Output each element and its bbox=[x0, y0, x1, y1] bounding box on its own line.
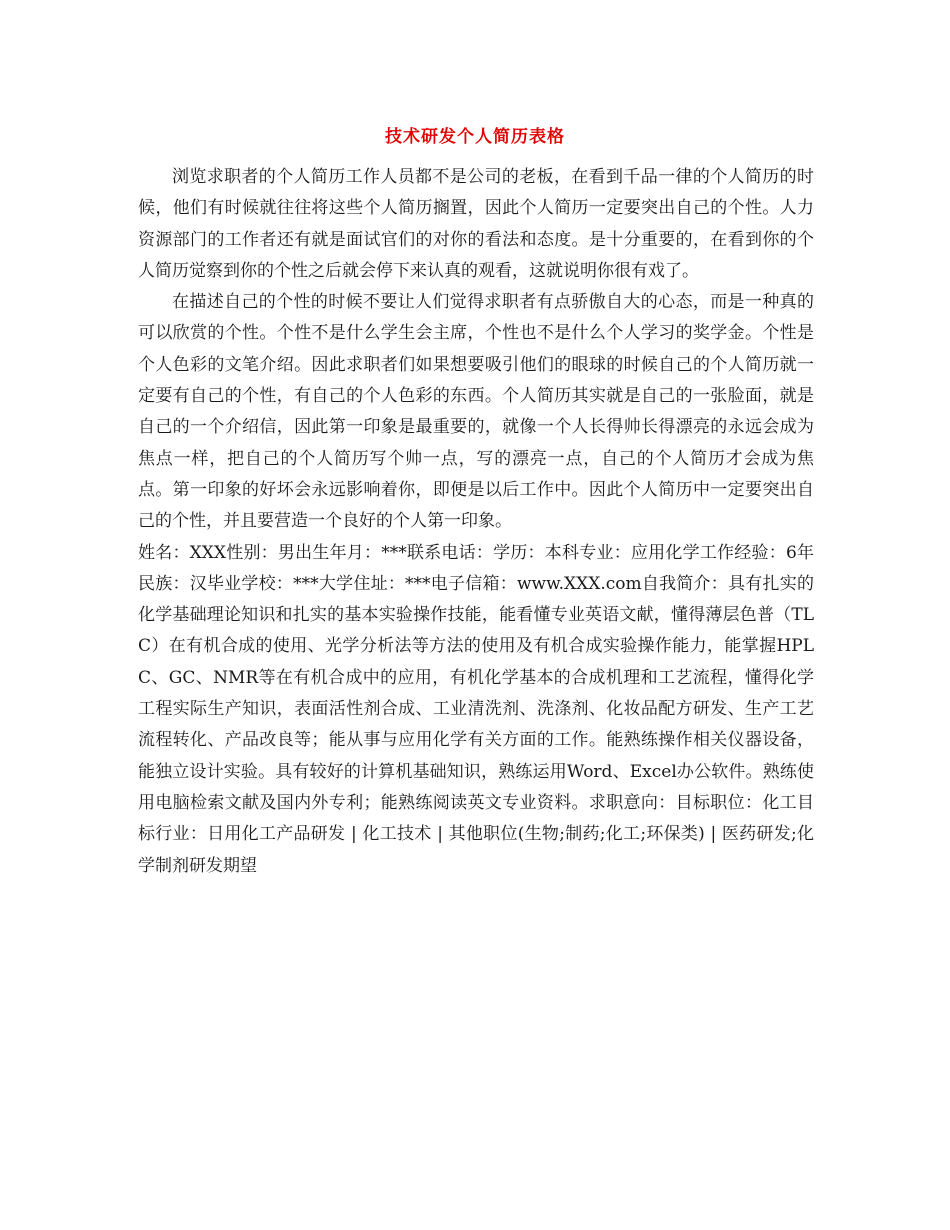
document-body bbox=[138, 162, 814, 882]
paragraph-personality: 在描述自己的个性的时候不要让人们觉得求职者有点骄傲自大的心态，而是一种真的可以欣赏的个性。个性不是什么学生会主席，个性也不是什么个人学习的奖学金。个性是个人色彩的文笔介绍。因此求职者们如果想要吸引他们的眼球的时候自己的个人简历就一定要有自己的个性，有自己的个人色彩的东西。个人简历其实就是自己的一张脸面，就是自己的一个介绍信，因此第一印象是最重要的，就像一个人长得帅长得漂亮的永远会成为焦点一样，把自己的个人简历写个帅一点，写的漂亮一点，自己的个人简历才会成为焦点。第一印象的好坏会永远影响着你，即便是以后工作中。因此个人简历中一定要突出自己的个性，并且要营造一个良好的个人第一印象。 bbox=[138, 292, 814, 532]
paragraph-resume-details: 姓名：XXX性别：男出生年月：***联系电话：学历：本科专业：应用化学工作经验：6年民族：汉毕业学校：***大学住址：***电子信箱：www.XXX.com自我简介：具有扎实的化学基础理论知识和扎实的基本实验操作技能，能看懂专业英语文献，懂得薄层色普（TLC）在有机合成的使用、光学分析法等方法的使用及有机合成实验操作能力，能掌握HPLC、GC、NMR等在有机合成中的应用，有机化学基本的合成机理和工艺流程，懂得化学工程实际生产知识，表面活性剂合成、工业清洗剂、洗涤剂、化妆品配方研发、生产工艺流程转化、产品改良等；能从事与应用化学有关方面的工作。能熟练操作相关仪器设备，能独立设计实验。具有较好的计算机基础知识，熟练运用Word、Excel办公软件。熟练使用电脑检索文献及国内外专利；能熟练阅读英文专业资料。求职意向：目标职位：化工目标行业：日用化工产品研发 | 化工技术 | 其他职位(生物;制药;化工;环保类) | 医药研发;化学制剂研发期望 bbox=[138, 542, 814, 876]
document-title: 技术研发个人简历表格 bbox=[385, 127, 565, 147]
paragraph-intro: 浏览求职者的个人简历工作人员都不是公司的老板，在看到千品一律的个人简历的时候，他们有时候就往往将这些个人简历搁置，因此个人简历一定要突出自己的个性。人力资源部门的工作者还有就是面试官们的对你的看法和态度。是十分重要的，在看到你的个人简历觉察到你的个性之后就会停下来认真的观看，这就说明你很有戏了。 bbox=[138, 167, 814, 281]
